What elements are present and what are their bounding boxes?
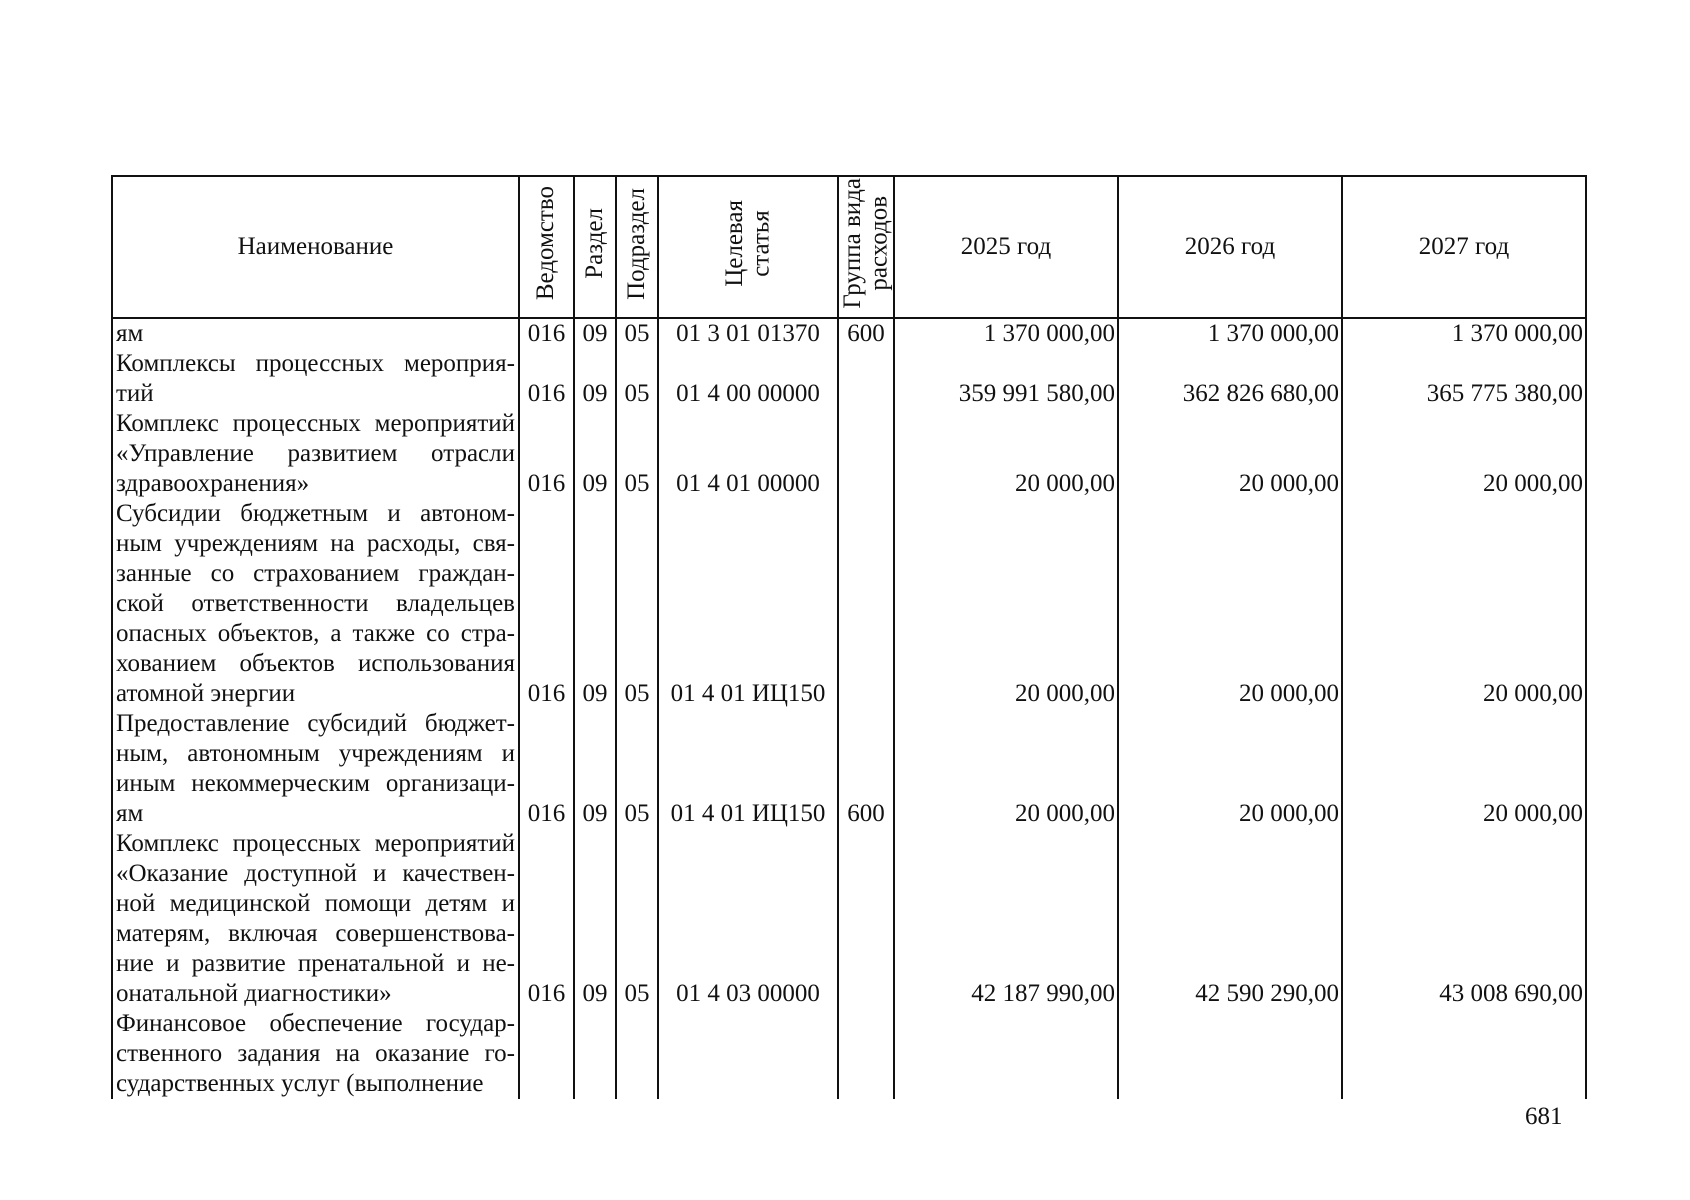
header-row: [112, 176, 1586, 318]
table-cell-2026: 42 590 290,00: [1118, 829, 1342, 1009]
table-cell-2025: 1 370 000,00: [894, 318, 1118, 349]
table-cell-section: 09: [574, 709, 616, 829]
table-row: [112, 829, 1586, 1009]
table-cell-name: Комплексы процессных мероприя-тий: [112, 349, 519, 409]
table-cell-dept: 016: [519, 829, 574, 1009]
table-cell-2026: 20 000,00: [1118, 499, 1342, 709]
header-2026: 2026 год: [1118, 176, 1342, 318]
table-cell-name: Комплекс процессных мероприятий «Оказание доступной и качествен-ной медицинской помощи детям и матерям, включая совершенствова-ние и развитие пренатальной и не-онатальной диагностики»: [112, 829, 519, 1009]
header-group: Группа вида расходов: [838, 176, 894, 318]
table-cell-2025: 20 000,00: [894, 409, 1118, 499]
table-cell-target: 01 4 01 ИЦ150: [658, 709, 838, 829]
header-2025: 2025 год: [894, 176, 1118, 318]
table-cell-target: [658, 1009, 838, 1099]
table-cell-2027: [1342, 1009, 1586, 1099]
table-cell-subsection: [616, 1009, 658, 1099]
table-cell-subsection: 05: [616, 499, 658, 709]
table-cell-group: [838, 409, 894, 499]
table-cell-dept: 016: [519, 709, 574, 829]
table-cell-target: 01 4 03 00000: [658, 829, 838, 1009]
table-cell-section: 09: [574, 318, 616, 349]
table-cell-dept: 016: [519, 409, 574, 499]
header-name: Наименование: [112, 176, 519, 318]
table-cell-subsection: 05: [616, 709, 658, 829]
table-cell-2026: [1118, 1009, 1342, 1099]
table-row: [112, 409, 1586, 499]
table-cell-group: [838, 829, 894, 1009]
table-cell-2026: 1 370 000,00: [1118, 318, 1342, 349]
table-cell-subsection: 05: [616, 318, 658, 349]
table-cell-dept: 016: [519, 499, 574, 709]
header-target: Целевая статья: [658, 176, 838, 318]
budget-table: [111, 175, 1587, 1099]
table-cell-section: 09: [574, 409, 616, 499]
table-cell-2025: 359 991 580,00: [894, 349, 1118, 409]
table-cell-name: ям: [112, 318, 519, 349]
table-cell-section: 09: [574, 499, 616, 709]
table-row: [112, 1009, 1586, 1099]
table-cell-2025: [894, 1009, 1118, 1099]
table-cell-name: Комплекс процессных мероприятий «Управление развитием отрасли здравоохранения»: [112, 409, 519, 499]
table-cell-group: 600: [838, 709, 894, 829]
table-cell-target: 01 4 01 ИЦ150: [658, 499, 838, 709]
table-cell-section: 09: [574, 829, 616, 1009]
table-cell-2027: 20 000,00: [1342, 409, 1586, 499]
table-cell-2027: 20 000,00: [1342, 499, 1586, 709]
table-row: [112, 318, 1586, 349]
table-cell-2025: 20 000,00: [894, 709, 1118, 829]
table-cell-2026: 20 000,00: [1118, 709, 1342, 829]
table-row: [112, 499, 1586, 709]
table-row: [112, 709, 1586, 829]
table-cell-target: 01 4 01 00000: [658, 409, 838, 499]
table-cell-section: 09: [574, 349, 616, 409]
table-cell-subsection: 05: [616, 409, 658, 499]
header-2027: 2027 год: [1342, 176, 1586, 318]
table-cell-2026: 20 000,00: [1118, 409, 1342, 499]
table-cell-target: 01 3 01 01370: [658, 318, 838, 349]
table-cell-name: Предоставление субсидий бюджет-ным, автономным учреждениям и иным некоммерческим организаци-ям: [112, 709, 519, 829]
table-cell-group: [838, 499, 894, 709]
table-cell-subsection: 05: [616, 829, 658, 1009]
table-cell-2025: 42 187 990,00: [894, 829, 1118, 1009]
table-cell-group: [838, 1009, 894, 1099]
table-cell-name: Субсидии бюджетным и автоном-ным учреждениям на расходы, свя-занные со страхованием граждан-ской ответственности владельцев опасных объектов, а также со стра-хованием объектов использования атомной энергии: [112, 499, 519, 709]
header-section: Раздел: [574, 176, 616, 318]
table-cell-section: [574, 1009, 616, 1099]
table-cell-2026: 362 826 680,00: [1118, 349, 1342, 409]
table-cell-subsection: 05: [616, 349, 658, 409]
table-cell-name: Финансовое обеспечение государ-ственного задания на оказание го-сударственных услуг (выполнение: [112, 1009, 519, 1099]
table-cell-group: [838, 349, 894, 409]
header-subsection: Подраздел: [616, 176, 658, 318]
table-cell-2027: 1 370 000,00: [1342, 318, 1586, 349]
table-cell-dept: [519, 1009, 574, 1099]
table-cell-group: 600: [838, 318, 894, 349]
table-body: [112, 318, 1586, 1099]
page-number: 681: [1525, 1103, 1563, 1130]
table-cell-2025: 20 000,00: [894, 499, 1118, 709]
table-row: [112, 349, 1586, 409]
table-cell-dept: 016: [519, 318, 574, 349]
table-cell-target: 01 4 00 00000: [658, 349, 838, 409]
table-cell-dept: 016: [519, 349, 574, 409]
header-dept: Ведомство: [519, 176, 574, 318]
table-cell-2027: 365 775 380,00: [1342, 349, 1586, 409]
table-cell-2027: 43 008 690,00: [1342, 829, 1586, 1009]
table-cell-2027: 20 000,00: [1342, 709, 1586, 829]
